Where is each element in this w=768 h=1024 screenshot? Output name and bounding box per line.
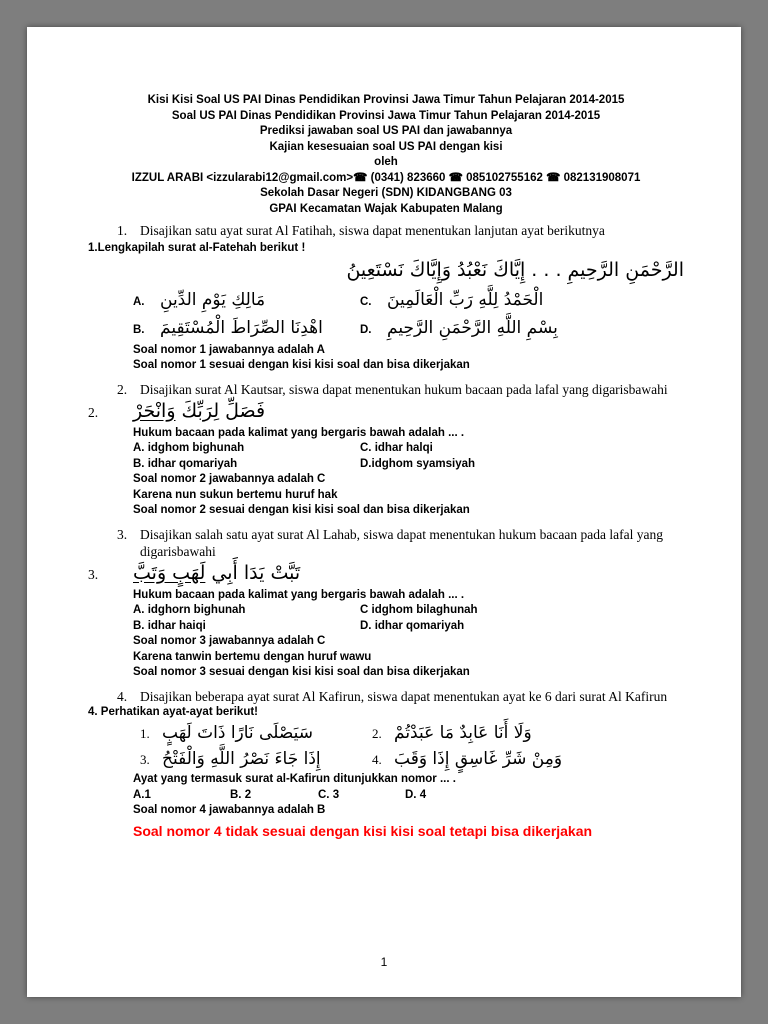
question-4-verse-3: [140, 746, 372, 772]
question-3-item-number: 3.: [88, 566, 99, 582]
question-2-option-c: C. idhar halqi: [360, 442, 433, 454]
question-2-prompt: Hukum bacaan pada kalimat yang bergaris bawah adalah ... .: [133, 426, 465, 439]
option-b-text: اهْدِنَا الصِّرَاطَ الْمُسْتَقِيمَ: [160, 317, 323, 338]
question-4-question-line: Ayat yang termasuk surat al-Kafirun ditunjukkan nomor ... .: [133, 773, 456, 785]
option-a-label: A.: [133, 295, 145, 308]
page-number: 1: [380, 955, 388, 969]
question-3-answer: Soal nomor 3 jawabannya adalah C: [133, 635, 326, 647]
question-4-intro: [117, 688, 684, 705]
verse-3-label: 3.: [140, 752, 150, 767]
question-3-option-a: A. idghorn bighunah: [133, 604, 246, 616]
question-2-number: 2.: [117, 381, 128, 397]
header-line-1: Kisi Kisi Soal US PAI Dinas Pendidikan Provinsi Jawa Timur Tahun Pelajaran 2014-2015: [147, 94, 625, 106]
question-2-verse: [133, 398, 265, 424]
question-1-intro: [117, 222, 684, 239]
question-2-option-b: B. idhar qomariyah: [133, 457, 238, 470]
header-line-author-contact: IZZUL ARABI <izzularabi12@gmail.com>☎ (0341) 823660 ☎ 085102755162 ☎ 082131908071: [131, 171, 641, 184]
question-4-verse-2: [372, 720, 684, 746]
question-2-verse-row: [88, 398, 684, 424]
question-2-intro: [117, 381, 684, 398]
question-4-verses: [133, 720, 684, 772]
option-a-text: مَالِكِ يَوْمِ الدِّينِ: [160, 289, 266, 310]
verse-2-text: وَلَا أَنَا عَابِدٌ مَا عَبَدْتُمْ: [394, 723, 532, 743]
question-2-intro-text: Disajikan surat Al Kautsar, siswa dapat menentukan hukum bacaan pada lafal yang digarisbawahi: [140, 381, 668, 397]
question-2-verse-underlined: وَانْحَرْ: [133, 399, 176, 422]
question-3-option-d: D. idhar qomariyah: [360, 619, 465, 632]
option-c-text: الْحَمْدُ لِلَّهِ رَبِّ الْعَالَمِينَ: [387, 289, 544, 310]
question-3-option-b: B. idhar haiqi: [133, 619, 206, 632]
question-4-options: [133, 788, 684, 804]
question-1-intro-text: Disajikan satu ayat surat Al Fatihah, siswa dapat menentukan lanjutan ayat berikutnya: [140, 223, 605, 238]
question-2-item-number: 2.: [88, 404, 99, 420]
question-4-option-a: A.1: [133, 788, 151, 801]
question-1-answer: Soal nomor 1 jawabannya adalah A: [133, 343, 325, 356]
question-3-option-c: C idghom bilaghunah: [360, 604, 478, 616]
question-4-option-b: B. 2: [230, 788, 252, 801]
question-2-review: Soal nomor 2 sesuai dengan kisi kisi soal dan bisa dikerjakan: [133, 504, 470, 516]
question-2-option-a: A. idghom bighunah: [133, 442, 245, 454]
option-c-label: C.: [360, 295, 372, 308]
question-3-verse-underlined: لَهَبٍ وَتَبَّ: [133, 561, 206, 584]
question-4-verse-4: [372, 746, 684, 772]
question-3-prompt: Hukum bacaan pada kalimat yang bergaris bawah adalah ... .: [133, 588, 465, 601]
question-1-options: [133, 287, 684, 341]
question-1-option-a: [133, 287, 360, 313]
question-4-option-d: D. 4: [405, 788, 427, 801]
option-d-label: D.: [360, 323, 372, 336]
question-4-number: 4.: [117, 688, 128, 704]
question-3-review: Soal nomor 3 sesuai dengan kisi kisi soal dan bisa dikerjakan: [133, 666, 470, 678]
question-3-options: [133, 603, 684, 634]
question-3-number: 3.: [117, 526, 128, 542]
question-1: [88, 222, 684, 374]
verse-4-text: وَمِنْ شَرِّ غَاسِقٍ إِذَا وَقَبَ: [394, 749, 563, 769]
header-line-3: Prediksi jawaban soal US PAI dan jawabannya: [259, 125, 513, 137]
question-2-answer: Soal nomor 2 jawabannya adalah C: [133, 473, 326, 485]
question-2: [88, 381, 684, 519]
document-page: [27, 27, 741, 997]
question-3-intro: [117, 526, 684, 560]
question-4: [88, 688, 684, 841]
question-1-number: 1.: [117, 223, 128, 238]
question-3-verse: [133, 560, 300, 586]
question-1-verse: الرَّحْمَنِ الرَّحِيمِ . . . إِيَّاكَ نَعْبُدُ وَإِيَّاكَ نَسْتَعِينُ: [346, 258, 684, 281]
question-4-prompt: 4. Perhatikan ayat-ayat berikut!: [88, 705, 259, 718]
question-2-verse-plain: فَصَلِّ لِرَبِّكَ: [181, 399, 266, 422]
header-line-4: Kajian kesesuaian soal US PAI dengan kisi: [269, 140, 503, 153]
question-1-prompt: 1.Lengkapilah surat al-Fatehah berikut !: [88, 242, 306, 254]
question-1-review: Soal nomor 1 sesuai dengan kisi kisi soal dan bisa dikerjakan: [133, 359, 470, 371]
verse-1-label: 1.: [140, 726, 150, 741]
header-line-district: GPAI Kecamatan Wajak Kabupaten Malang: [269, 202, 503, 215]
question-2-reason: Karena nun sukun bertemu huruf hak: [133, 488, 338, 501]
question-4-intro-text: Disajikan beberapa ayat surat Al Kafirun, siswa dapat menentukan ayat ke 6 dari surat Al Kafirun: [140, 688, 668, 704]
document-header: [88, 93, 684, 217]
header-line-school: Sekolah Dasar Negeri (SDN) KIDANGBANG 03: [260, 187, 512, 199]
question-2-option-d: D.idghom syamsiyah: [360, 457, 476, 470]
header-line-oleh: oleh: [374, 156, 398, 168]
header-line-2: Soal US PAI Dinas Pendidikan Provinsi Jawa Timur Tahun Pelajaran 2014-2015: [171, 109, 601, 122]
option-d-text: بِسْمِ اللَّهِ الرَّحْمَنِ الرَّحِيمِ: [387, 317, 558, 338]
question-1-option-d: [360, 315, 684, 341]
question-3: [88, 526, 684, 681]
question-4-review: Soal nomor 4 tidak sesuai dengan kisi kisi soal tetapi bisa dikerjakan: [133, 822, 593, 839]
verse-2-label: 2.: [372, 726, 382, 741]
question-3-reason: Karena tanwin bertemu dengan huruf wawu: [133, 650, 372, 663]
option-b-label: B.: [133, 323, 145, 336]
verse-3-text: إِذَا جَاءَ نَصْرُ اللَّهِ وَالْفَتْحُ: [162, 749, 321, 769]
question-4-answer: Soal nomor 4 jawabannya adalah B: [133, 804, 326, 816]
question-4-option-c: C. 3: [318, 788, 340, 801]
verse-4-label: 4.: [372, 752, 382, 767]
question-2-options: [133, 441, 684, 472]
question-3-intro-text: Disajikan salah satu ayat surat Al Lahab, siswa dapat menentukan hukum bacaan pada lafal yang digarisbawahi: [140, 526, 663, 559]
question-1-option-c: [360, 287, 684, 313]
question-4-verse-1: [140, 720, 372, 746]
question-3-verse-row: [88, 560, 684, 586]
question-3-verse-plain: تَبَّتْ يَدَا أَبِي: [211, 561, 301, 584]
question-1-option-b: [133, 315, 360, 341]
verse-1-text: سَيَصْلَى نَارًا ذَاتَ لَهَبٍ: [162, 723, 313, 743]
